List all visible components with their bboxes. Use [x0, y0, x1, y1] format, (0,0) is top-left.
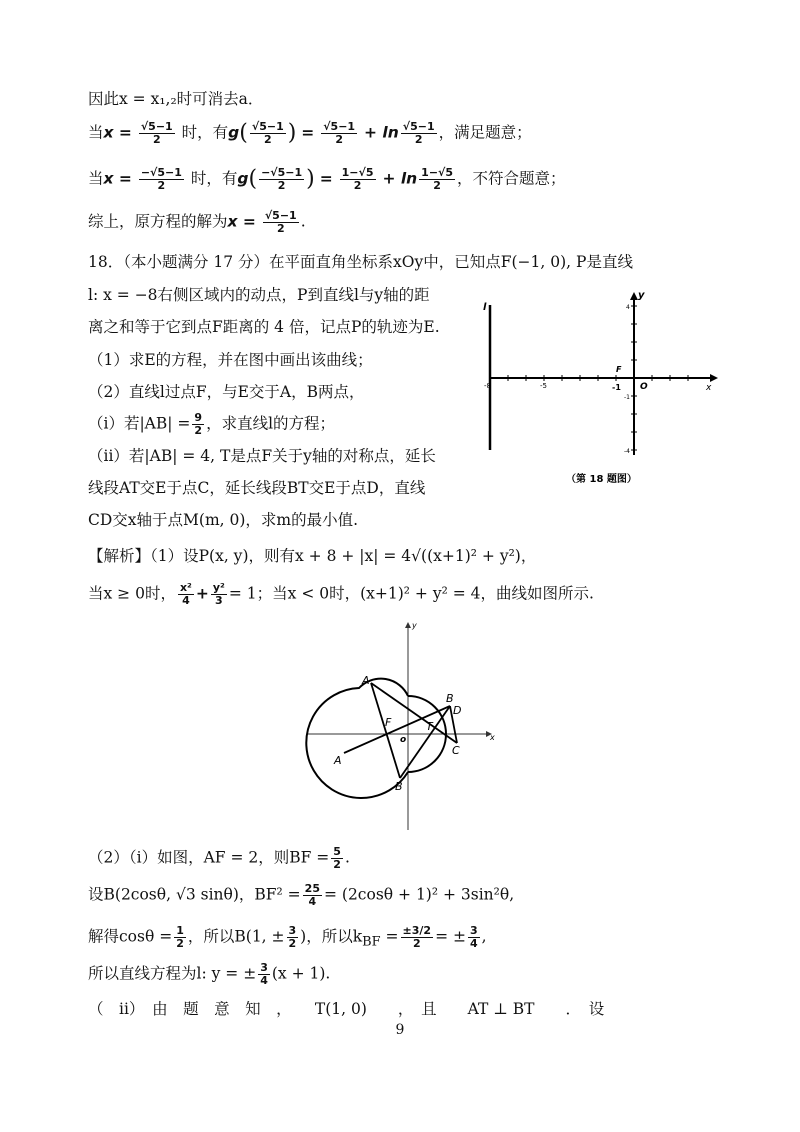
- text-line: （1）求E的方程，并在图中画出该曲线；: [88, 351, 373, 369]
- point-t: T: [426, 720, 433, 733]
- point-a-prime: A: [334, 754, 342, 767]
- point-b-prime: B: [395, 780, 403, 793]
- text-line: 当x = $\frac{√5-1}{2}$ 时，有g( $\frac{√5-1}{2}$ ) = $\frac{√5-1}{2}$ + ln $\frac{√5-1}{2}$ ，满足题意；: [88, 120, 532, 146]
- point-f: F: [385, 716, 392, 729]
- label-f: F: [616, 365, 622, 374]
- tick-label: -5: [540, 382, 547, 390]
- label-o: o: [400, 735, 407, 745]
- text-line: （ii）若|AB| = 4, T是点F关于y轴的对称点，延长: [88, 447, 436, 465]
- figure-18-grid: [478, 290, 723, 490]
- text-line: 所以直线方程为l: y = ± $\frac{3}{4}$ (x + 1).: [88, 961, 331, 987]
- label-y: y: [638, 290, 645, 301]
- fraction: $\frac{√5-1}{2}$: [140, 120, 173, 146]
- text-line: 离之和等于它到点F距离的 4 倍，记点P的轨迹为E.: [88, 318, 440, 336]
- point-a: A: [362, 674, 370, 687]
- tick-label: -4: [624, 448, 630, 455]
- text-line: 解得cosθ = $\frac{1}{2}$ ，所以B(1, ± $\frac{3}{2}$ )，所以$k_{BF}$ = $\frac{\pm 3/2}{2}$ = ± $\frac{3}{4}$ ,: [88, 924, 487, 950]
- solution-line: 【解析】（1）设P(x, y)，则有x + 8 + |x| = 4√((x+1)² + y²)，: [88, 547, 537, 565]
- point-c: C: [452, 744, 460, 757]
- text-line: （ ii） 由 题 意 知 ， T(1, 0) ， 且 AT ⊥ BT ． 设: [88, 1000, 605, 1018]
- text-line: 设B(2cosθ, √3 sinθ)，BF² = $\frac{25}{4}$ = (2cosθ + 1)² + 3sin²θ,: [88, 882, 515, 908]
- tick-label: -1: [612, 383, 621, 392]
- label-l: l: [483, 302, 487, 313]
- text-line: 因此x = x₁,₂时可消去a．: [88, 90, 264, 108]
- point-b: B: [446, 692, 454, 705]
- label-x: x: [490, 733, 495, 742]
- text-line: 当x ≥ 0时， $\frac{\text{x²}}{4}$ + $\frac{\text{y²}}{3}$ = 1；当x < 0时，(x+1)² + y² = 4，曲线如图所示.: [88, 581, 594, 607]
- label-y: y: [412, 621, 417, 630]
- text-line: 线段AT交E于点C，延长线段BT交E于点D，直线: [88, 479, 426, 497]
- label-x: x: [706, 383, 712, 393]
- text-line: （i）若|AB| = $\frac{9}{2}$ ，求直线l的方程；: [88, 411, 336, 437]
- figure-curve: [300, 618, 500, 838]
- tick-label: -1: [624, 394, 630, 401]
- tick-label: 4: [626, 304, 630, 311]
- figure-caption: （第 18 题图）: [566, 474, 637, 485]
- tick-label: -8: [484, 382, 491, 390]
- page-number: 9: [395, 1022, 405, 1038]
- text-line: l: x = −8右侧区域内的动点，P到直线l与y轴的距: [88, 286, 430, 304]
- problem-heading: 18．（本小题满分 17 分）在平面直角坐标系xOy中，已知点F(−1, 0), P是直线: [88, 253, 633, 271]
- text-line: （2）直线l过点F，与E交于A，B两点，: [88, 383, 365, 401]
- text-line: 当x = $\frac{-√5-1}{2}$ 时，有g( $\frac{-√5-1}{2}$ ) = $\frac{1-√5}{2}$ + ln $\frac{1-√5}{2}$ ，不符合题意；: [88, 166, 566, 192]
- text-line: 综上，原方程的解为x = $\frac{√5-1}{2}$ .: [88, 209, 306, 235]
- text-line: CD交x轴于点M(m, 0)，求m的最小值.: [88, 511, 359, 529]
- text-line: （2）（i）如图，AF = 2，则BF = $\frac{5}{2}$ .: [88, 845, 350, 871]
- circle-arc: [306, 679, 408, 798]
- point-d: D: [453, 704, 462, 717]
- label-o: O: [640, 382, 648, 392]
